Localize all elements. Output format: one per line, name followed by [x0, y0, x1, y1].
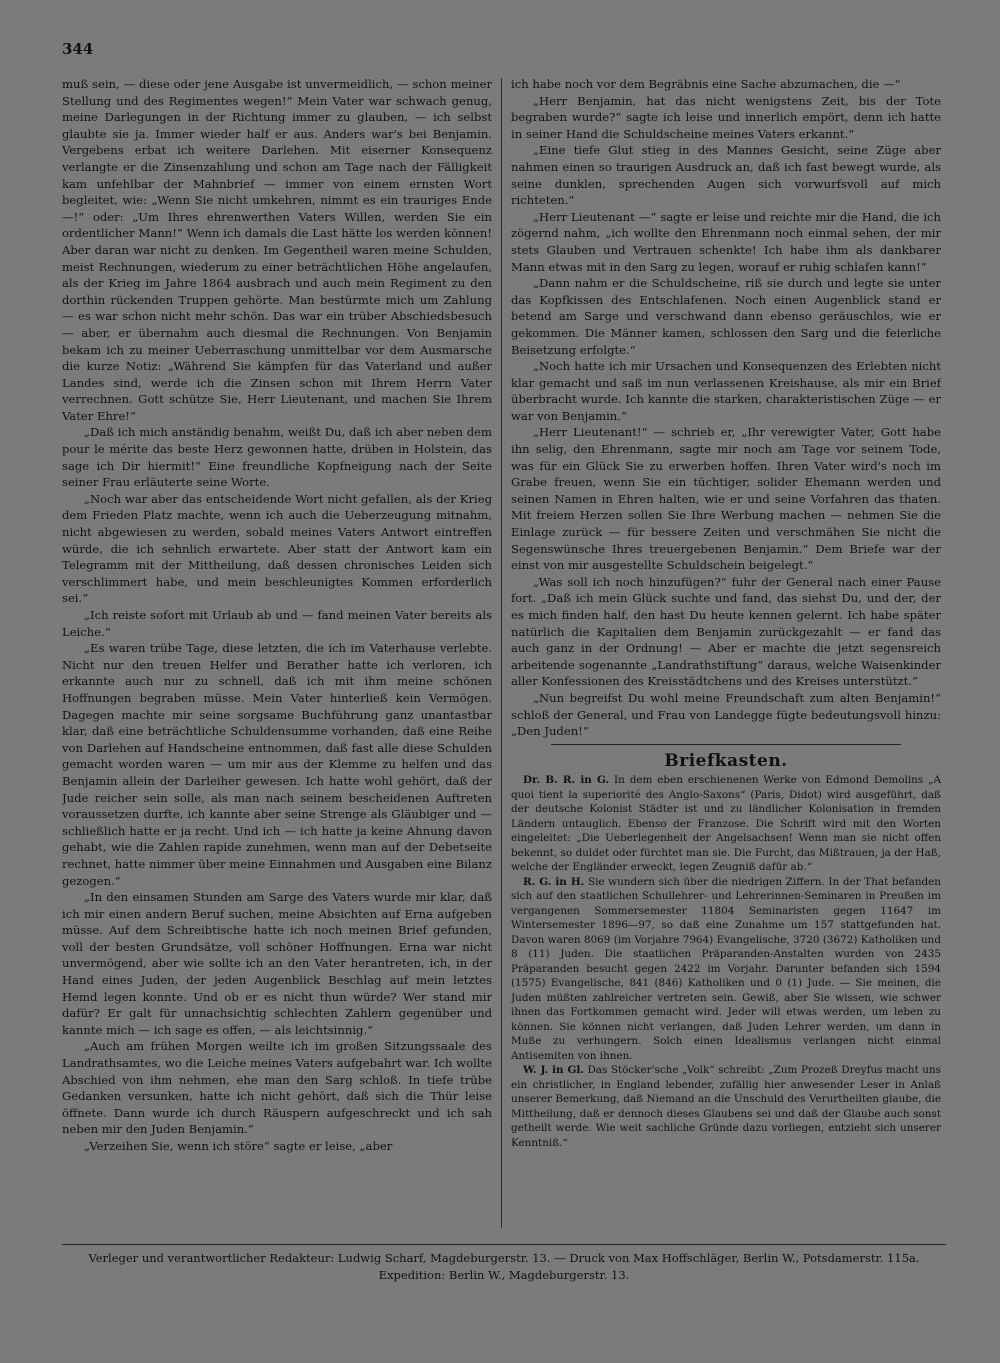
briefkasten-entry [511, 875, 941, 1064]
briefkasten-entries [511, 773, 941, 1150]
paragraph: „Ich reiste sofort mit Urlaub ab und — fand meinen Vater bereits als Leiche.“ [62, 608, 492, 639]
paragraph: „Noch war aber das entscheidende Wort nicht gefallen, als der Krieg dem Frieden Platz machte, wenn ich auch die Ueberzeugung mitnahm, nicht abgewiesen zu werden, sobald meines Vaters Antwort eintreffen würde, die ich sehnlich erwartete. Aber statt der Antwort kam ein Telegramm mit der Mittheilung, daß dessen chronisches Leiden sich verschlimmert habe, und mein beschleunigtes Kommen erforderlich sei.“ [62, 491, 492, 606]
page-number: 344 [62, 40, 94, 58]
column-divider [501, 78, 502, 1228]
right-column [511, 76, 941, 1236]
briefkasten-entry [511, 773, 941, 875]
paragraph: „Herr Benjamin, hat das nicht wenigstens Zeit, bis der Tote begraben wurde?“ sagte ich leise und innerlich empört, denn ich hatte in seiner Hand die Schuldscheine meines Vaters erkannt.“ [511, 93, 941, 141]
paragraph: „Herr Lieutenant!“ — schrieb er, „Ihr verewigter Vater, Gott habe ihn selig, den Ehrenmann, sagte mir noch am Tage vor seinem Tode, was für ein Glück Sie zu erwerben hoffen. Ihren Vater wird's noch im Grabe freuen, wenn Sie ein tüchtiger, solider Ehemann werden und seinen Namen in Ehren halten, wie er und seine Vorfahren das thaten. Mit freiem Herzen sollen Sie Ihre Werbung machen — nehmen Sie die Einlage zurück — für bessere Zeiten und verschmähen Sie nicht die Segenswünsche Ihres treuergebenen Benjamin.“ Dem Briefe war der einst von mir ausgestellte Schuldschein beigelegt.“ [511, 425, 941, 573]
paragraph: „Eine tiefe Glut stieg in des Mannes Gesicht, seine Züge aber nahmen einen so traurigen Ausdruck an, daß ich fast bewegt wurde, als seine dunklen, sprechenden Augen sich vorwurfsvoll auf mich richteten.“ [511, 143, 941, 208]
paragraph: „Daß ich mich anständig benahm, weißt Du, daß ich aber neben dem pour le mérite das beste Herz gewonnen hatte, drüben in Holstein, das sage ich Dir hiermit!“ Eine freundliche Kopfneigung nach der Seite seiner Frau erläuterte seine Worte. [62, 425, 492, 490]
entry-signature: R. G. in H. [523, 875, 585, 888]
briefkasten-heading: Briefkasten. [664, 750, 788, 771]
entry-text: In dem eben erschienenen Werke von Edmond Demolins „A quoi tient la superiorité des Anglo-Saxons“ (Paris, Didot) wird ausgeführt, daß der deutsche Kolonist Städter ist und zu ländlicher Kolonisation in fremden Ländern untauglich. Ebenso der Franzose. Die Schrift wird mit den Worten eingeleitet: „Die Ueberlegenheit der Angelsachsen! Wenn man sie nicht offen bekennt, so duldet oder fürchtet man sie. Die Furcht, das Mißtrauen, ja der Haß, welche der Engländer erweckt, legen Zeugniß dafür ab.“ [511, 774, 941, 874]
section-rule [551, 744, 901, 745]
paragraph: „Es waren trübe Tage, diese letzten, die ich im Vaterhause verlebte. Nicht nur den treuen Helfer und Berather hatte ich verloren, ich erkannte auch nur zu schnell, daß ich mit ihm meine schönen Hoffnungen begraben müsse. Mein Vater hinterließ kein Vermögen. Dagegen machte mir seine sorgsame Buchführung ganz unantastbar klar, daß eine beträchtliche Schuldensumme vorhanden, daß eine Reihe von Darlehen auf Handscheine entnommen, daß fast alle diese Schulden gemacht worden waren — um mir aus der Klemme zu helfen und das Benjamin allein der Darleiher gewesen. Ich hatte wohl gehört, daß der Jude reicher sein solle, als man nach seinem bescheidenen Auftreten voraussetzen durfte, ich kannte aber seine Strenge als Gläubiger und — schließlich hatte er ja recht. Und ich — ich hatte ja keine Ahnung davon gehabt, wie die Zahlen rapide zunehmen, wenn man auf der Debetseite rechnet, hatte nimmer über meine Einnahmen und Ausgaben eine Bilanz gezogen.“ [62, 641, 492, 888]
left-column [62, 76, 492, 1236]
paragraph: „Nun begreifst Du wohl meine Freundschaft zum alten Benjamin!“ schloß der General, und Frau von Landegge fügte bedeutungsvoll hinzu: „Den Juden!“ [511, 690, 941, 739]
entry-text: Das Stöcker'sche „Volk“ schreibt: „Zum Prozeß Dreyfus macht uns ein christlicher, in England lebender, zufällig hier anwesender Leser in Anlaß unserer Bemerkung, daß Niemand an die Unschuld des Verurtheilten glaube, die Mittheilung, daß er dennoch dieses Glaubens sei und daß der Glaube auch sonst getheilt werde. Wie weit sachliche Gründe dazu vorliegen, entzieht sich unserer Kenntniß.“ [511, 1064, 941, 1149]
paragraph: „In den einsamen Stunden am Sarge des Vaters wurde mir klar, daß ich mir einen andern Beruf suchen, meine Absichten auf Erna aufgeben müsse. Auf dem Schreibtische hatte ich noch meinen Brief gefunden, voll der besten Grundsätze, voll schöner Hoffnungen. Erna war nicht unvermögend, aber wie sollte ich an den Vater herantreten, ich, in der Hand eines Juden, der jeden Augenblick Beschlag auf mein letztes Hemd legen konnte. Und ob er es nicht thun würde? Wer stand mir dafür? Er galt für unnachsichtig schlechten Zahlern gegenüber und kannte mich — ich sage es offen, — als leichtsinnig.“ [62, 890, 492, 1037]
paragraph: „Auch am frühen Morgen weilte ich im großen Sitzungssaale des Landrathsamtes, wo die Leiche meines Vaters aufgebahrt war. Ich wollte Abschied von ihm nehmen, ehe man den Sarg schloß. In tiefe trübe Gedanken versunken, hatte ich nicht gehört, daß sich die Thür leise öffnete. Dann wurde ich durch Räuspern aufgeschreckt und ich sah neben mir den Juden Benjamin.“ [62, 1039, 492, 1137]
paragraph: „Noch hatte ich mir Ursachen und Konsequenzen des Erlebten nicht klar gemacht und saß im nun verlassenen Kreishause, als mir ein Brief überbracht wurde. Ich kannte die starken, charakteristischen Züge — er war von Benjamin.“ [511, 359, 941, 423]
entry-text: Sie wundern sich über die niedrigen Ziffern. In der That befanden sich auf den staatlichen Schullehrer- und Lehrerinnen-Seminaren in Preußen im vergangenen Sommersemester 11804 Seminaristen gegen 11647 im Wintersemester 1896—97, so daß eine Zunahme um 157 stattgefunden hat. Davon waren 8069 (im Vorjahre 7964) Evangelische, 3720 (3672) Katholiken und 8 (11) Juden. Die staatlichen Präparanden-Anstalten wurden von 2435 Präparanden besucht gegen 2422 im Vorjahr. Darunter befanden sich 1594 (1575) Evangelische, 841 (846) Katholiken und 0 (1) Jude. — Sie meinen, die Juden müßten zahlreicher vertreten sein. Gewiß, aber Sie wissen, wie schwer ihnen das Fortkommen gemacht wird. Jeder will etwas werden, um leben zu können. Sie können nicht verlangen, daß Juden Lehrer werden, um dann in Muße zu verhungern. Solch einen Idealismus verlangen nicht einmal Antisemiten von ihnen. [511, 875, 941, 1062]
paragraph: „Herr Lieutenant —“ sagte er leise und reichte mir die Hand, die ich zögernd nahm, „ich wollte den Ehrenmann noch einmal sehen, der mir stets Glauben und Vertrauen schenkte! Ich habe ihm als dankbarer Mann etwas mit in den Sarg zu legen, worauf er ruhig schlafen kann!“ [511, 209, 941, 274]
paragraph: „Was soll ich noch hinzufügen?“ fuhr der General nach einer Pause fort. „Daß ich mein Glück suchte und fand, das siehst Du, und der, der es mich finden half, den hast Du heute kennen gelernt. Ich habe später natürlich die Kapitalien dem Benjamin zurückgezahlt — er fand das auch ganz in der Ordnung! — Aber er machte die jetzt segensreich arbeitende sogenannte „Landrathstiftung“ daraus, welche Waisenkinder aller Konfessionen des Kreisstädtchens und des Kreises unterstützt.“ [511, 574, 941, 689]
footer-expedition-line: Expedition: Berlin W., Magdeburgerstr. 13. [378, 1268, 630, 1282]
footer-publisher-line: Verleger und verantwortlicher Redakteur: Ludwig Scharf, Magdeburgerstr. 13. — Druck von Max Hoffschläger, Berlin W., Potsdamerstr. 115a. [88, 1251, 920, 1265]
paragraph: muß sein, — diese oder jene Ausgabe ist unvermeidlich, — schon meiner Stellung und des Regimentes wegen!“ Mein Vater war schwach genug, meine Darlegungen in der Richtung immer zu glauben, — ich selbst glaubte sie ja. Immer wieder half er aus. Anders war's bei Benjamin. Vergebens erbat ich weitere Darlehen. Mit eiserner Konsequenz verlangte er die Zinsenzahlung und schon am Tage nach der Fälligkeit kam unfehlbar der Mahnbrief — immer von einem ernsten Wort begleitet, wie: „Wenn Sie nicht umkehren, nimmt es ein trauriges Ende —!“ oder: „Um Ihres ehrenwerthen Vaters Willen, werden Sie ein ordentlicher Mann!“ Wenn ich damals die Last hätte los werden können! Aber daran war nicht zu denken. Im Gegentheil waren meine Schulden, meist Rechnungen, wiederum zu einer beträchtlichen Höhe angelaufen, als der Krieg im Jahre 1864 ausbrach und auch mein Regiment zu den dorthin rückenden Truppen gehörte. Man bestürmte mich um Zahlung — es war schon nicht mehr schön. Das war ein trüber Abschiedsbesuch — aber, er übernahm auch diesmal die Rechnungen. Von Benjamin bekam ich zu meiner Ueberraschung unmittelbar vor dem Ausmarsche die kurze Notiz: „Während Sie kämpfen für das Vaterland und außer Landes sind, werde ich die Zinsen schon mit Ihrem Herrn Vater verrechnen. Gott schütze Sie, Herr Lieutenant, und machen Sie Ihrem Vater Ehre!“ [62, 77, 492, 423]
footer [62, 1250, 946, 1284]
briefkasten-entry [511, 1063, 941, 1150]
paragraph: „Dann nahm er die Schuldscheine, riß sie durch und legte sie unter das Kopfkissen des Entschlafenen. Noch einen Augenblick stand er betend am Sarge und verschwand dann ebenso geräuschlos, wie er gekommen. Die Männer kamen, schlossen den Sarg und die feierliche Beisetzung erfolgte.“ [511, 276, 941, 357]
paragraph: „Verzeihen Sie, wenn ich störe“ sagte er leise, „aber [84, 1139, 393, 1153]
entry-signature: Dr. B. R. in G. [523, 774, 610, 787]
entry-signature: W. J. in Gl. [523, 1064, 584, 1077]
footer-rule [62, 1244, 946, 1245]
paragraph: ich habe noch vor dem Begräbnis eine Sache abzumachen, die —“ [511, 77, 901, 91]
